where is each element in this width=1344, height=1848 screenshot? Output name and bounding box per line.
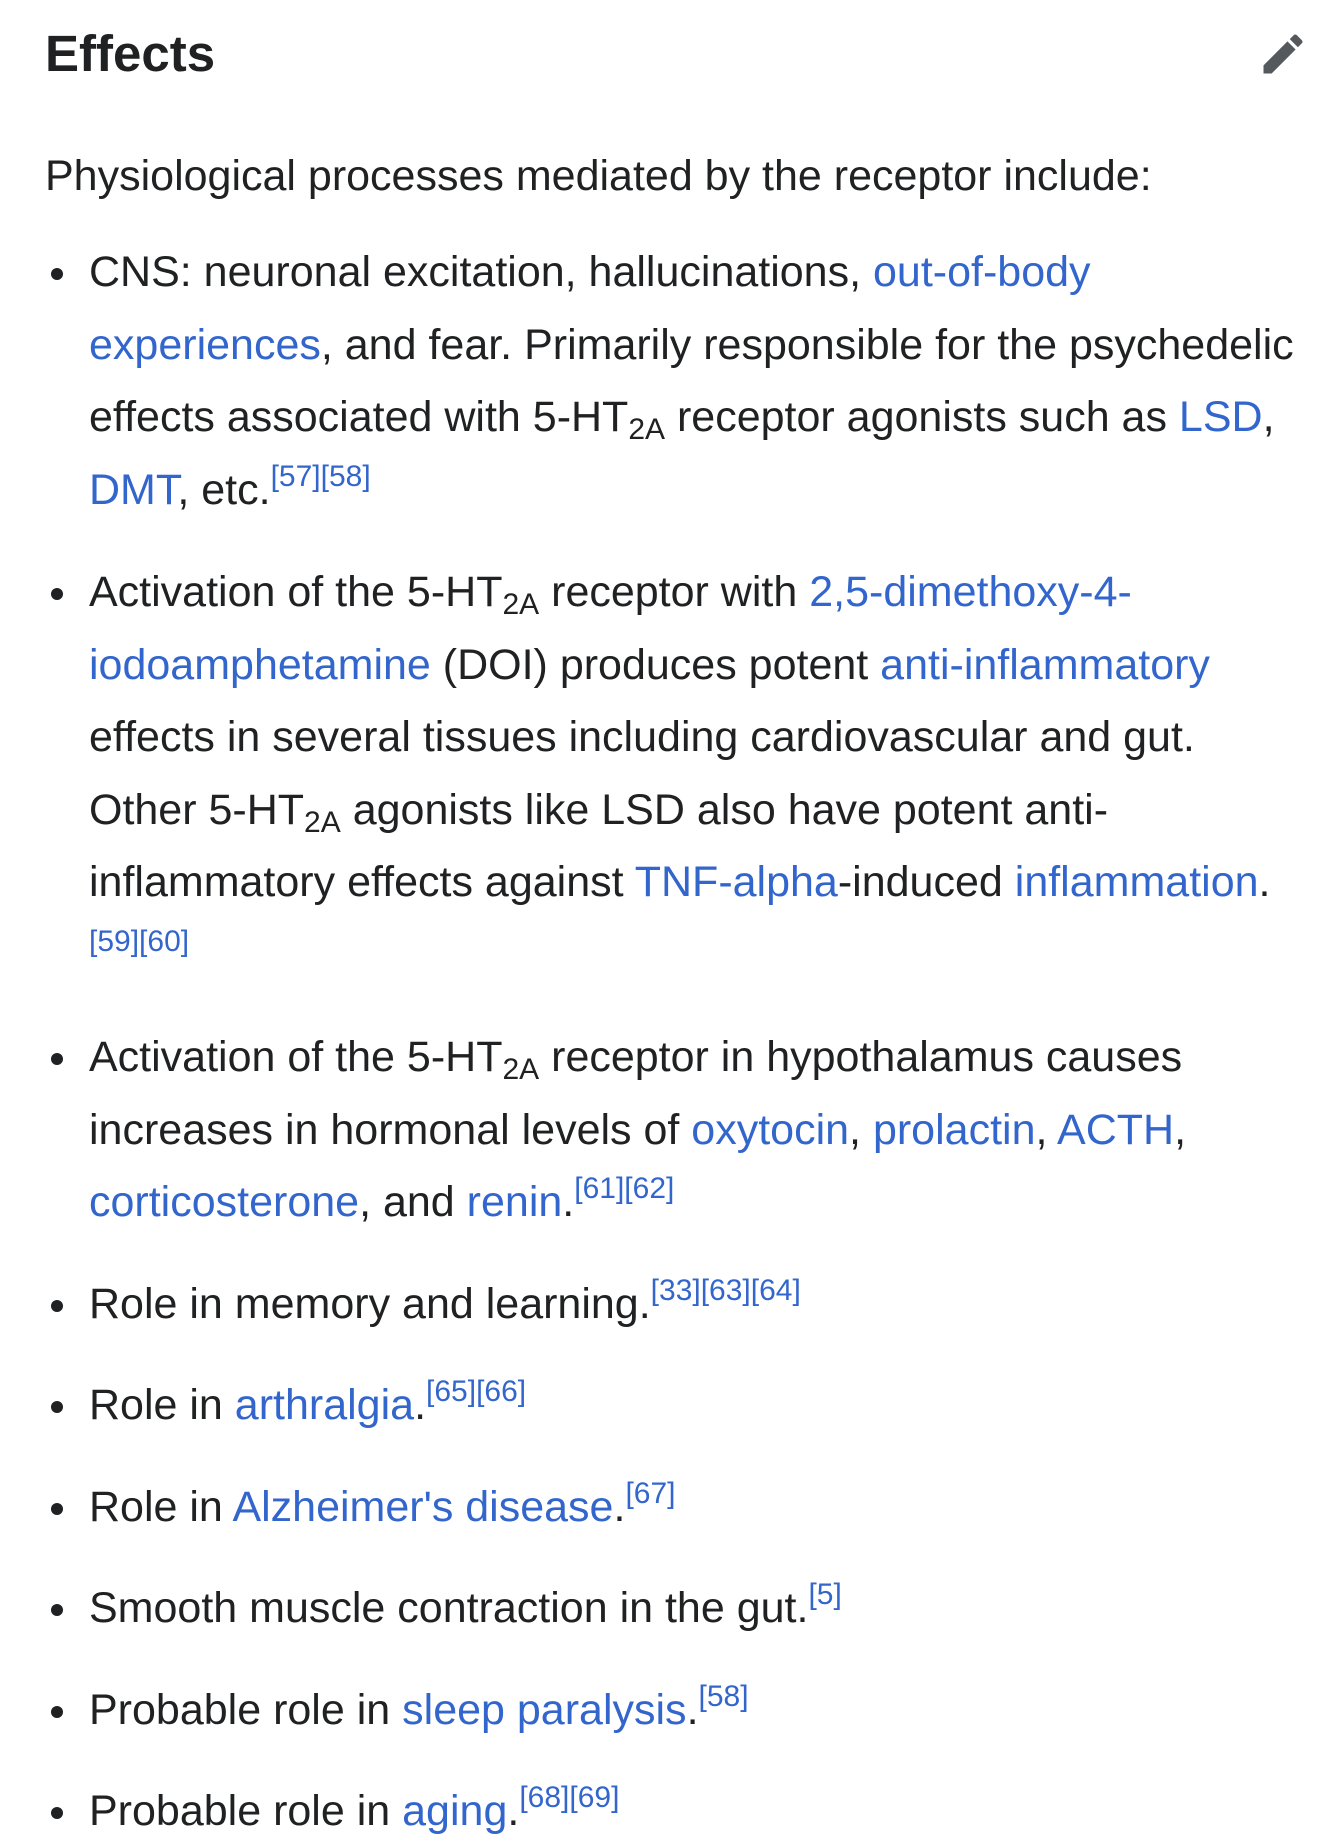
citation-link[interactable]: [59] (89, 924, 140, 958)
item-text: effects in several tissues including cardiovascular and gut. Other 5-HT (89, 713, 1195, 834)
link-aging[interactable]: aging (402, 1787, 508, 1835)
citations (519, 1781, 619, 1814)
item-text: receptor with (539, 568, 810, 616)
item-text: (DOI) produces potent (430, 640, 881, 689)
citations (426, 1375, 526, 1408)
item-text: , (1262, 393, 1275, 441)
pencil-icon (1257, 28, 1309, 80)
link-renin[interactable]: renin (466, 1178, 563, 1226)
list-item (45, 236, 1310, 526)
item-text: receptor in hypothalamus causes increases in hormonal levels of (89, 1033, 1183, 1154)
citation-link[interactable]: [61] (574, 1172, 625, 1205)
citations (574, 1172, 674, 1205)
link-arthralgia[interactable]: arthralgia (234, 1381, 415, 1429)
link-dmt[interactable]: DMT (89, 465, 178, 514)
citation-link[interactable]: [58] (320, 459, 371, 493)
item-text: Activation of the 5-HT (89, 1033, 503, 1081)
citation-link[interactable]: [62] (624, 1172, 675, 1205)
item-text: . (507, 1787, 520, 1835)
citation-link[interactable]: [69] (569, 1781, 620, 1814)
citations (699, 1680, 749, 1713)
citations (625, 1477, 675, 1510)
link-doi[interactable]: 2,5-dimethoxy-4-iodoamphetamine (89, 568, 1132, 689)
item-text: , (849, 1105, 873, 1154)
item-text: agonists like LSD also have potent anti-inflammatory effects against (89, 785, 1109, 906)
list-item (45, 1674, 1310, 1747)
link-anti-inflammatory[interactable]: anti-inflammatory (880, 640, 1210, 689)
item-text: receptor agonists such as (665, 393, 1179, 441)
link-prolactin[interactable]: prolactin (872, 1105, 1036, 1154)
citation-link[interactable]: [66] (476, 1375, 527, 1408)
item-text: . (686, 1685, 699, 1734)
citation-link[interactable]: [64] (750, 1273, 801, 1307)
citation-link[interactable]: [57] (270, 459, 321, 493)
item-text: Probable role in (89, 1787, 403, 1835)
citation-link[interactable]: [67] (625, 1476, 676, 1510)
effects-list (45, 236, 1310, 1848)
list-item (45, 1021, 1310, 1239)
subscript: 2A (304, 805, 341, 839)
edit-section-button[interactable] (1251, 22, 1315, 86)
item-text: . (414, 1381, 427, 1429)
intro-paragraph: Physiological processes mediated by the receptor include: (45, 152, 1152, 200)
citations (271, 460, 371, 493)
item-text: Smooth muscle contraction in the gut. (89, 1584, 809, 1632)
link-acth[interactable]: ACTH (1057, 1105, 1175, 1154)
item-text: Role in (89, 1381, 235, 1429)
item-text: . (1258, 858, 1271, 906)
item-text: , (1035, 1105, 1058, 1154)
citation-link[interactable]: [65] (426, 1375, 477, 1408)
section-title: Effects (45, 25, 216, 82)
link-alzheimers-disease[interactable]: Alzheimer's disease (232, 1482, 614, 1531)
subscript: 2A (628, 413, 666, 446)
item-text: Activation of the 5-HT (89, 568, 503, 616)
section-header (45, 18, 1315, 98)
subscript: 2A (502, 1053, 540, 1086)
link-oxytocin[interactable]: oxytocin (691, 1105, 850, 1154)
list-item (45, 1369, 1310, 1442)
link-lsd[interactable]: LSD (1178, 393, 1263, 441)
subscript: 2A (502, 588, 540, 621)
citations (808, 1578, 841, 1611)
link-inflammation[interactable]: inflammation (1014, 858, 1259, 906)
item-text: , (1174, 1105, 1187, 1154)
list-item (45, 1572, 1310, 1645)
link-tnf-alpha[interactable]: TNF-alpha (634, 858, 838, 906)
link-sleep-paralysis[interactable]: sleep paralysis (402, 1685, 687, 1734)
citation-link[interactable]: [58] (698, 1679, 749, 1713)
citation-link[interactable]: [63] (700, 1273, 751, 1307)
citation-link[interactable]: [60] (139, 924, 190, 958)
link-out-of-body-experiences[interactable]: out-of-body experiences (89, 248, 1091, 369)
item-text: CNS: neuronal excitation, hallucinations, (89, 248, 873, 296)
list-item (45, 1471, 1310, 1544)
citation-link[interactable]: [5] (808, 1578, 842, 1611)
item-text: Role in (89, 1482, 233, 1531)
list-item (45, 1775, 1310, 1848)
citations (651, 1274, 801, 1307)
item-text: Probable role in (89, 1685, 403, 1734)
item-text: . (562, 1178, 575, 1226)
item-text: -induced (837, 858, 1015, 906)
item-text: , and fear. Primarily responsible for the psychedelic effects associated with 5-HT (89, 320, 1294, 441)
link-corticosterone[interactable]: corticosterone (89, 1178, 360, 1226)
list-item (45, 556, 1310, 991)
list-item (45, 1268, 1310, 1341)
citation-link[interactable]: [33] (650, 1273, 701, 1307)
citations (89, 925, 189, 958)
item-text: , etc. (177, 465, 271, 514)
item-text: Role in memory and learning. (89, 1279, 651, 1328)
item-text: . (613, 1482, 626, 1531)
citation-link[interactable]: [68] (519, 1781, 570, 1814)
item-text: , and (359, 1178, 467, 1226)
